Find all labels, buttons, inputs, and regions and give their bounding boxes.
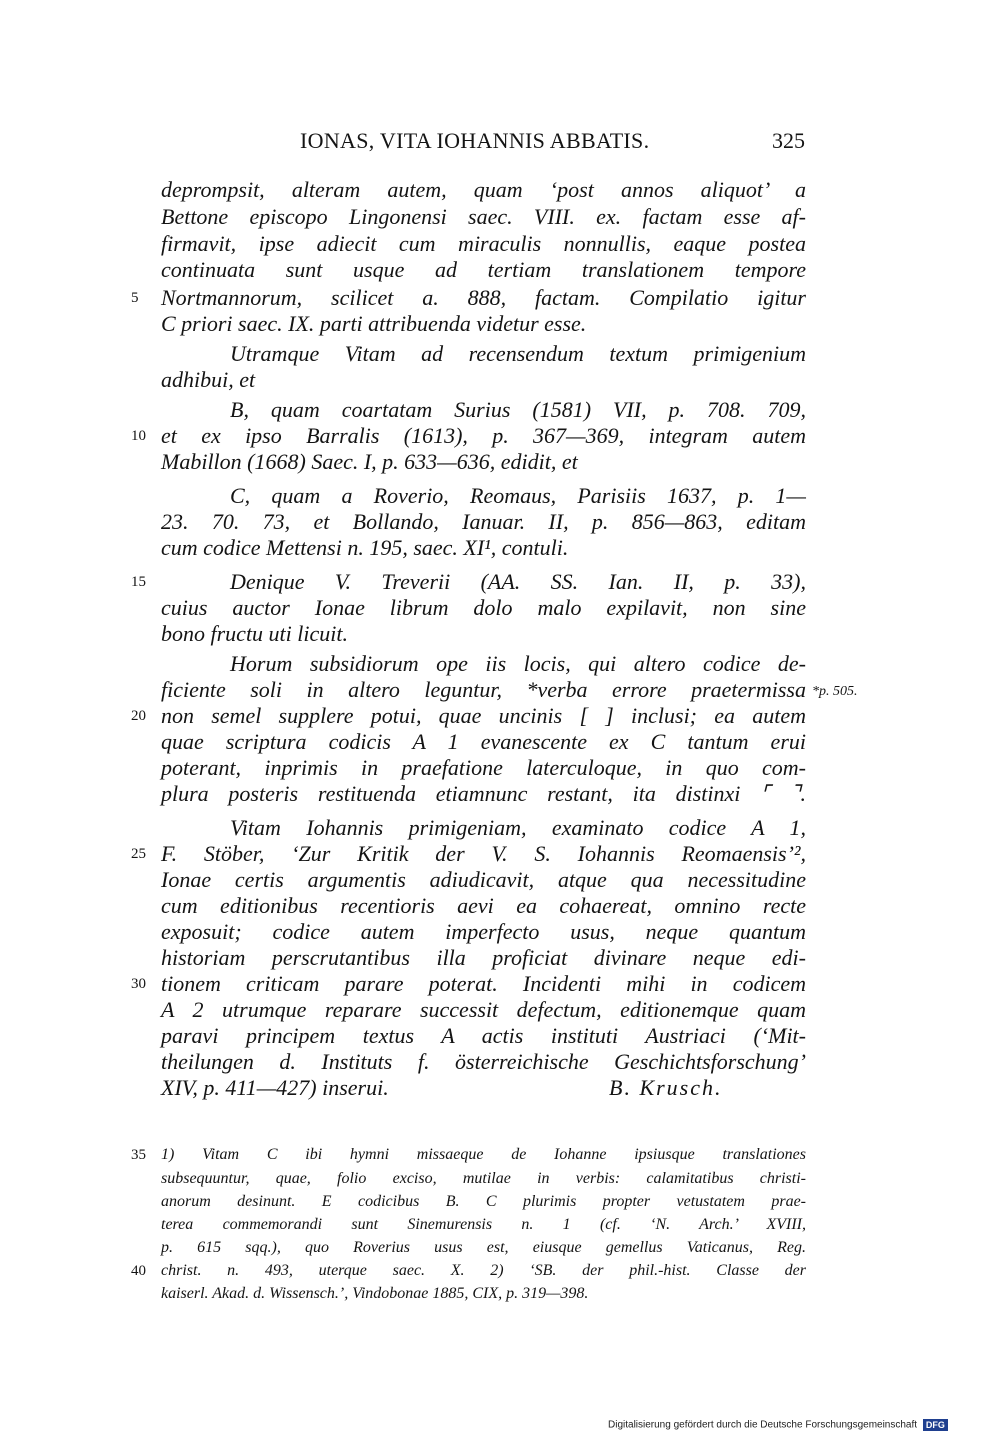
text-line: ficiente soli in altero leguntur, *verba errore praetermissa [161, 677, 806, 702]
footnote-line: 1) Vitam C ibi hymni missaeque de Iohanne ipsiusque translationes [161, 1146, 806, 1163]
page-header [0, 128, 1000, 158]
text-line: Vitam Iohannis primigeniam, examinato codice A 1, [230, 815, 806, 840]
line-number: 10 [131, 428, 146, 444]
text-line: continuata sunt usque ad tertiam translationem tempore [161, 257, 806, 282]
text-line: C, quam a Roverio, Reomaus, Parisiis 1637, p. 1— [230, 483, 806, 508]
text-line: tionem criticam parare poterat. Incidenti mihi in codicem [161, 971, 806, 996]
line-number: 40 [131, 1263, 146, 1279]
text-line: XIV, p. 411—427) inserui. [161, 1075, 389, 1100]
text-line: theilungen d. Instituts f. österreichische Geschichtsforschung’ [161, 1049, 806, 1074]
page-number: 325 [772, 128, 805, 153]
line-number: 30 [131, 976, 146, 992]
text-line: paravi principem textus A actis instituti Austriaci (‘Mit- [161, 1023, 806, 1048]
text-line: plura posteris restituenda etiamnunc restant, ita distinxi ⌜ ⌝. [161, 781, 806, 806]
margin-page-reference: *p. 505. [812, 684, 858, 699]
text-line: 23. 70. 73, et Bollando, Ianuar. II, p. 856—863, editam [161, 509, 806, 534]
text-line: Nortmannorum, scilicet a. 888, factam. Compilatio igitur [161, 285, 806, 310]
line-number: 15 [131, 574, 146, 590]
text-line: Utramque Vitam ad recensendum textum primigenium [230, 341, 806, 366]
text-line: exposuit; codice autem imperfecto usus, neque quantum [161, 919, 806, 944]
text-line: firmavit, ipse adiecit cum miraculis nonnullis, eaque postea [161, 231, 806, 256]
footnote-line: anorum desinunt. E codicibus B. C plurimis propter vetustatem prae- [161, 1193, 806, 1210]
text-line: quae scriptura codicis A 1 evanescente ex C tantum erui [161, 729, 806, 754]
line-number: 20 [131, 708, 146, 724]
text-line: cuius auctor Ionae librum dolo malo expilavit, non sine [161, 595, 806, 620]
author-signature: B. Krusch. [609, 1075, 723, 1100]
footnote-line: kaiserl. Akad. d. Wissensch.’, Vindobonae 1885, CIX, p. 319—398. [161, 1285, 589, 1302]
line-number: 35 [131, 1147, 146, 1163]
text-line: Ionae certis argumentis adiudicavit, atque qua necessitudine [161, 867, 806, 892]
text-line: Horum subsidiorum ope iis locis, qui altero codice de- [230, 651, 806, 676]
text-line: Bettone episcopo Lingonensi saec. VIII. ex. factam esse af- [161, 204, 806, 229]
text-line: et ex ipso Barralis (1613), p. 367—369, integram autem [161, 423, 806, 448]
text-line: cum editionibus recentioris aevi ea cohaereat, omnino recte [161, 893, 806, 918]
footnote-line: p. 615 sqq.), quo Roverius usus est, eiusque gemellus Vaticanus, Reg. [161, 1239, 806, 1256]
footer-credit [608, 1419, 948, 1431]
text-line: B, quam coartatam Surius (1581) VII, p. 708. 709, [230, 397, 806, 422]
line-number: 5 [131, 290, 139, 306]
dfg-logo: DFG [923, 1419, 948, 1431]
text-line: poterant, inprimis in praefatione laterculoque, in quo com- [161, 755, 806, 780]
text-line: adhibui, et [161, 367, 256, 392]
footnote-line: terea commemorandi sunt Sinemurensis n. 1 (cf. ‘N. Arch.’ XVIII, [161, 1216, 806, 1233]
text-line: non semel supplere potui, quae uncinis [ ] inclusi; ea autem [161, 703, 806, 728]
text-line: F. Stöber, ‘Zur Kritik der V. S. Iohannis Reomaensis’², [161, 841, 806, 866]
text-line: deprompsit, alteram autem, quam ‘post annos aliquot’ a [161, 177, 806, 202]
text-line: Mabillon (1668) Saec. I, p. 633—636, edidit, et [161, 449, 578, 474]
footer-text: Digitalisierung gefördert durch die Deutsche Forschungsgemeinschaft [608, 1419, 918, 1431]
text-line: historiam perscrutantibus illa proficiat divinare neque edi- [161, 945, 806, 970]
line-number: 25 [131, 846, 146, 862]
footnote-line: subsequuntur, quae, folio exciso, mutilae in verbis: calamitatibus christi- [161, 1170, 806, 1187]
text-line: bono fructu uti licuit. [161, 621, 348, 646]
text-line: C priori saec. IX. parti attribuenda videtur esse. [161, 311, 587, 336]
text-line: Denique V. Treverii (AA. SS. Ian. II, p. 33), [230, 569, 806, 594]
footnote-line: christ. n. 493, uterque saec. X. 2) ‘SB. der phil.-hist. Classe der [161, 1262, 806, 1279]
running-title: IONAS, VITA IOHANNIS ABBATIS. [300, 128, 650, 153]
text-line: A 2 utrumque reparare successit defectum, editionemque quam [161, 997, 806, 1022]
text-line: cum codice Mettensi n. 195, saec. XI¹, contuli. [161, 535, 569, 560]
